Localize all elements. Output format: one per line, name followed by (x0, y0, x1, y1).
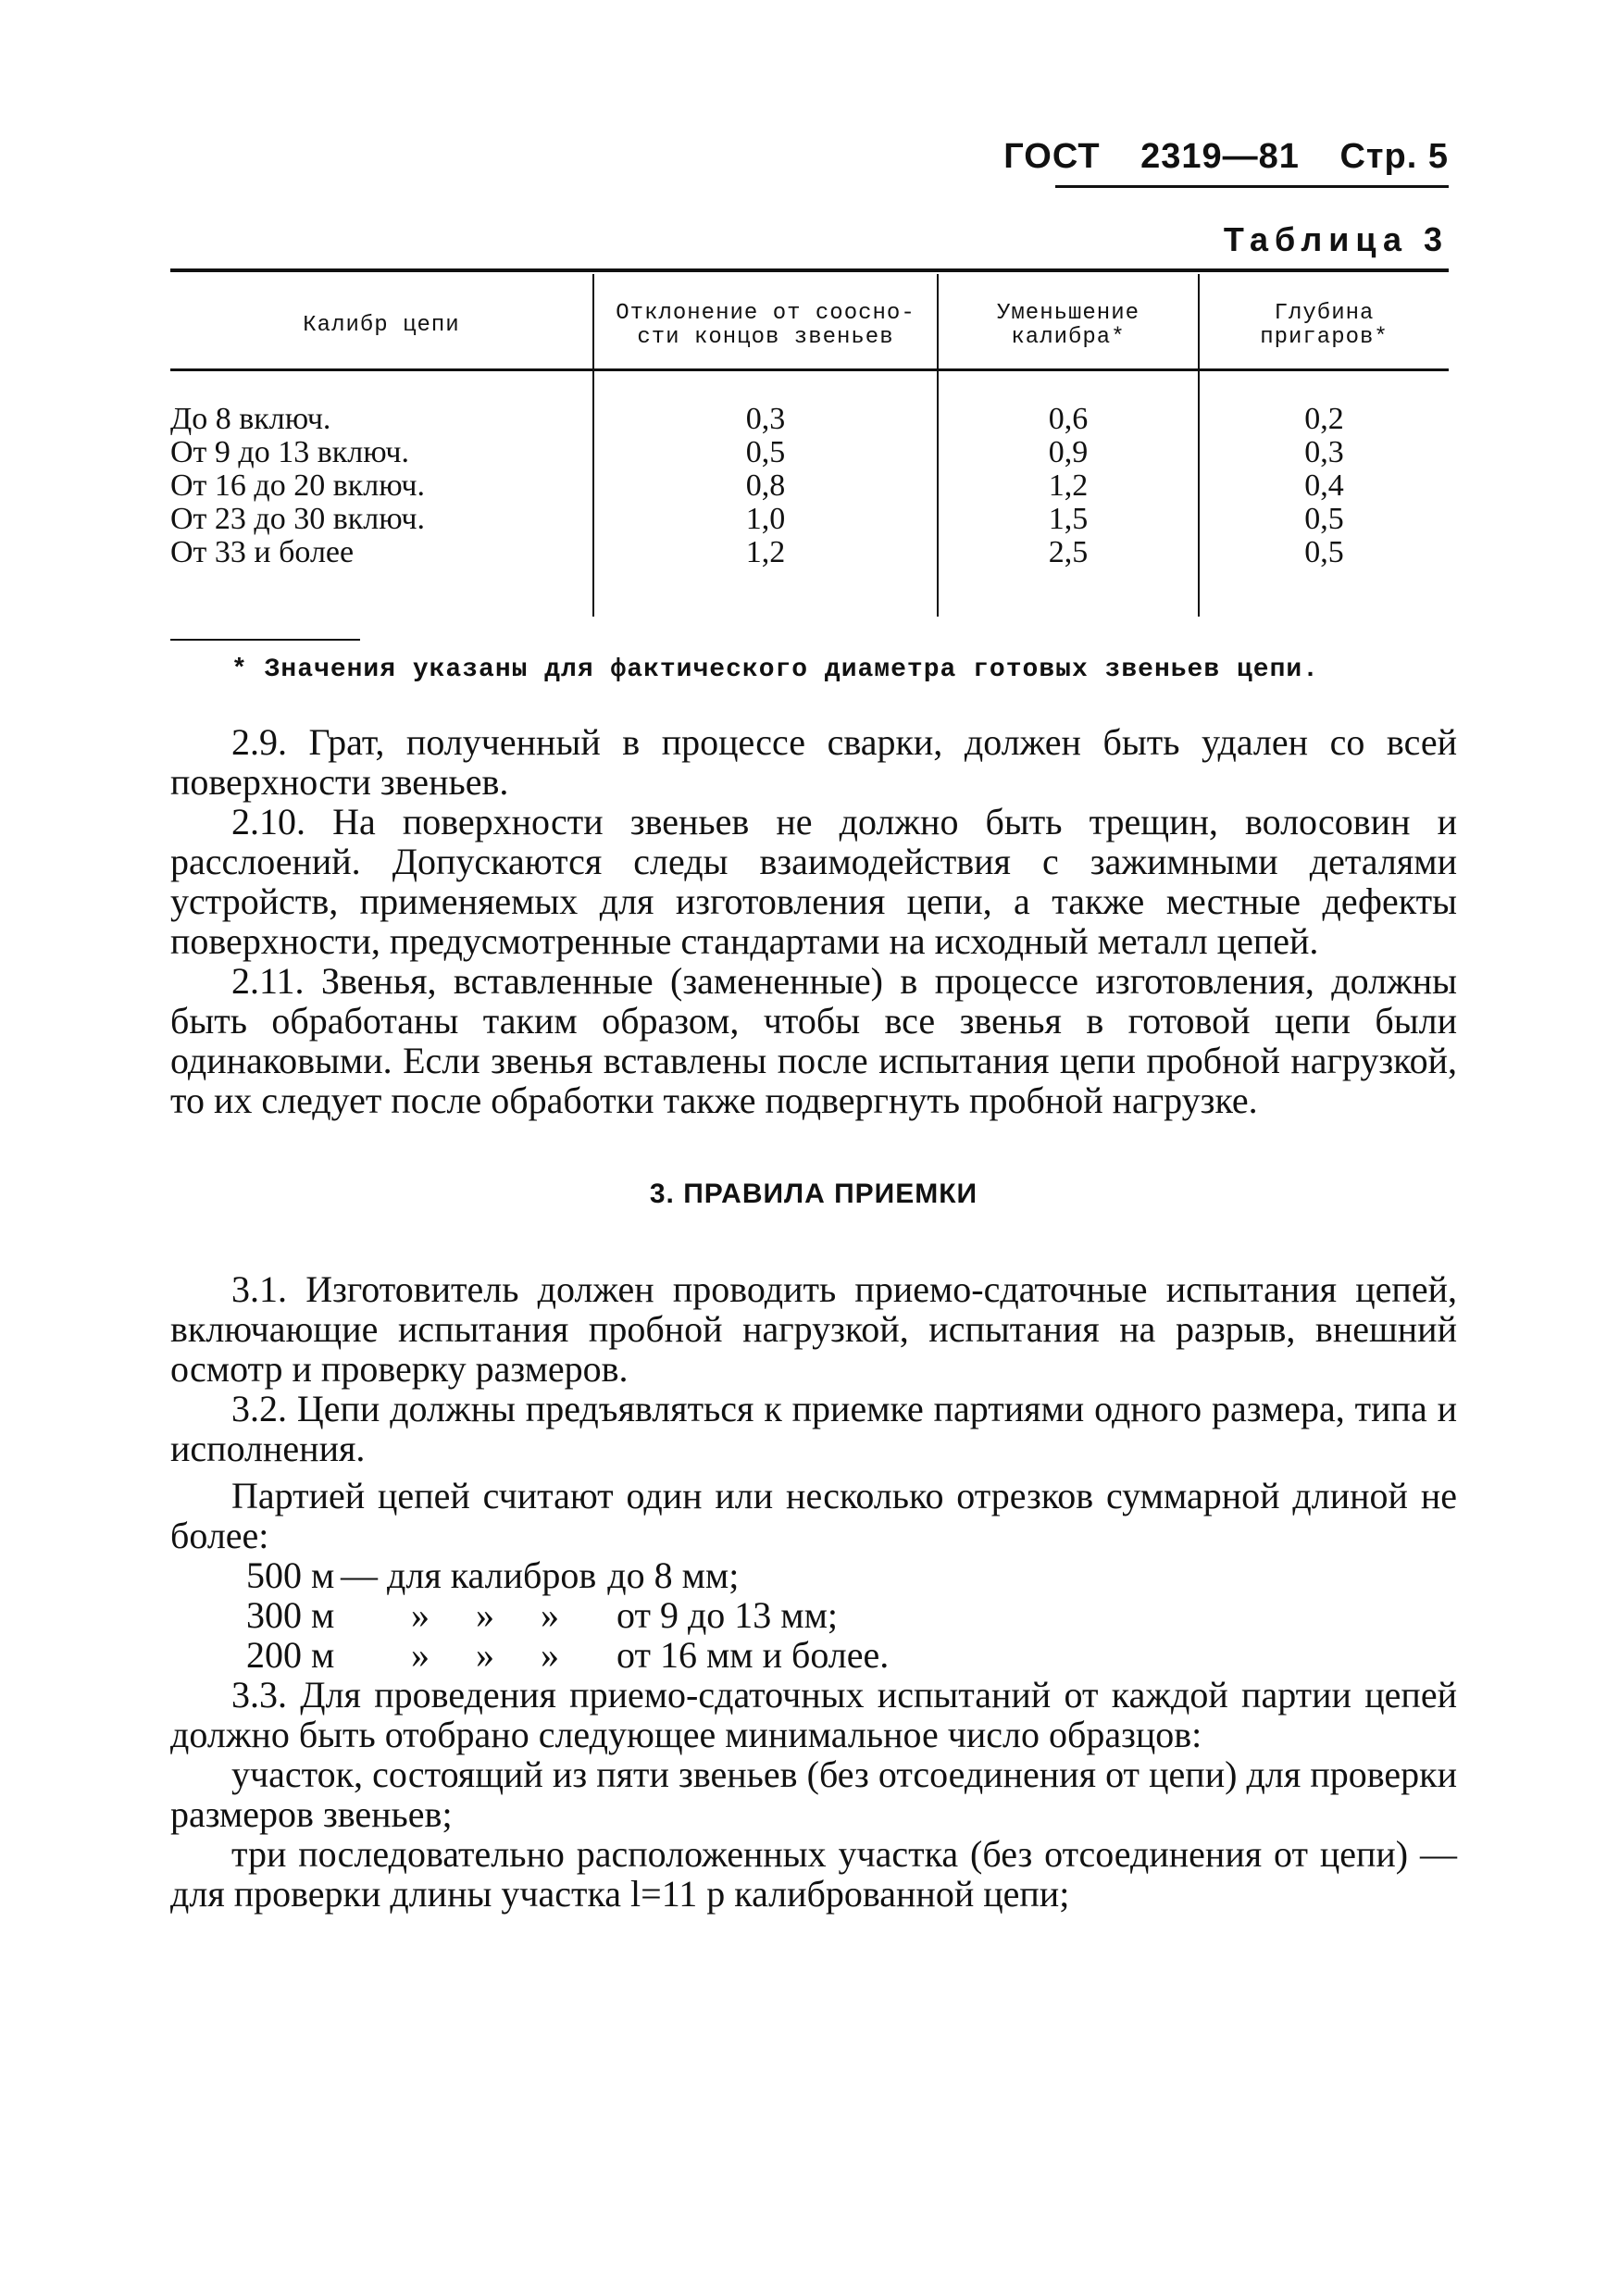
lot-row (170, 1555, 1457, 1595)
table-cell: От 16 до 20 включ. (170, 468, 425, 503)
standard-number: 2319—81 (1140, 137, 1300, 176)
ditto-mark: » (541, 1594, 559, 1636)
ditto-mark: » (476, 1594, 494, 1636)
table-cell: От 9 до 13 включ. (170, 435, 409, 469)
lot-row (170, 1595, 1457, 1635)
footnote-rule (170, 639, 360, 641)
paragraph-3-1: 3.1. Изготовитель должен проводить приемо-сдаточные испытания цепей, включающие испытания пробной нагрузкой, испытания на разрыв, внешний осмотр и проверку размеров. (170, 1268, 1457, 1390)
table-header-rule (170, 368, 1449, 371)
paragraph-2-10: 2.10. На поверхности звеньев не должно быть трещин, волосовин и расслоений. Допускаются следы взаимодействия с зажимными деталями устройств, применяемых для изготовления цепи, а также местные дефекты поверхности, предусмотренные стандартами на исходный металл цепей. (170, 801, 1457, 962)
table-cell: 0,2 (1304, 402, 1344, 436)
paragraph-2-11: 2.11. Звенья, вставленные (замененные) в процессе изготовления, должны быть обработаны таким образом, чтобы все звенья в готовой цепи были одинаковыми. Если звенья вставлены после испытания цепи пробной нагрузкой, то их следует после обработки также подвергнуть пробной нагрузке. (170, 960, 1457, 1121)
table-cell: 0,5 (1304, 502, 1344, 536)
ditto-mark: » (476, 1634, 494, 1676)
body-text (170, 722, 1457, 1914)
section-heading: 3. ПРАВИЛА ПРИЕМКИ (649, 1179, 978, 1209)
table-cell: 0,3 (745, 402, 786, 436)
table-cell: 0,6 (1048, 402, 1089, 436)
lot-range: до 8 мм; (607, 1554, 740, 1596)
table-cell: 2,5 (1048, 535, 1089, 569)
header-rule (1055, 185, 1449, 188)
table-cell: 0,4 (1304, 468, 1344, 503)
paragraph-3-3: 3.3. Для проведения приемо-сдаточных испытаний от каждой партии цепей должно быть отобрано следующее минимальное число образцов: (170, 1674, 1457, 1755)
table-cell: 0,3 (1304, 435, 1344, 469)
table-cell: 1,2 (745, 535, 786, 569)
running-head (1003, 137, 1449, 177)
table-top-rule (170, 268, 1449, 272)
column-header-caliber-reduction: Уменьшение калибра* (996, 301, 1140, 350)
paragraph-2-9: 2.9. Грат, полученный в процессе сварки, должен быть удален со всей поверхности звеньев. (170, 721, 1457, 803)
paragraph-sample-1: участок, состоящий из пяти звеньев (без отсоединения от цепи) для проверки размеров звеньев; (170, 1753, 1457, 1835)
paragraph-3-2: 3.2. Цепи должны предъявляться к приемке партиями одного размера, типа и исполнения. (170, 1388, 1457, 1469)
page-number: Стр. 5 (1339, 137, 1449, 176)
table-cell: 0,8 (745, 468, 786, 503)
column-caliber-reduction (939, 403, 1198, 569)
paragraph-lot-definition: Партией цепей считают один или несколько отрезков суммарной длиной не более: (170, 1475, 1457, 1556)
column-burn-depth (1200, 403, 1449, 569)
ditto-mark: » (541, 1634, 559, 1676)
table-cell: От 33 и более (170, 535, 355, 569)
paragraph-sample-2: три последовательно расположенных участка (без отсоединения от цепи) — для проверки длины участка l=11 p калиброванной цепи; (170, 1833, 1457, 1915)
ditto-mark: » (411, 1634, 430, 1676)
lot-range: от 16 мм и более. (616, 1634, 890, 1676)
table-cell: 1,5 (1048, 502, 1089, 536)
table-cell: 1,2 (1048, 468, 1089, 503)
lot-description: — для калибров (341, 1554, 597, 1596)
table-cell: 0,5 (1304, 535, 1344, 569)
ditto-mark: » (411, 1594, 430, 1636)
lot-range: от 9 до 13 мм; (616, 1594, 839, 1636)
table-caption: Таблица 3 (1223, 220, 1449, 258)
column-caliber (170, 403, 587, 569)
table-cell: 0,5 (745, 435, 786, 469)
lot-length: 500 м (246, 1554, 335, 1596)
column-header-alignment-deviation: Отклонение от соосно- сти концов звеньев (616, 301, 915, 350)
column-header-burn-depth: Глубина пригаров* (1260, 301, 1389, 350)
table-cell: 1,0 (745, 502, 786, 536)
table-cell: От 23 до 30 включ. (170, 502, 425, 536)
lot-length: 200 м (246, 1634, 335, 1676)
standard-label: ГОСТ (1003, 137, 1101, 176)
column-header-caliber: Калибр цепи (303, 313, 460, 338)
lot-row (170, 1635, 1457, 1675)
lot-length: 300 м (246, 1594, 335, 1636)
column-alignment-deviation (594, 403, 937, 569)
table-cell: 0,9 (1048, 435, 1089, 469)
table-cell: До 8 включ. (170, 402, 331, 436)
table-footnote: * Значения указаны для фактического диаметра готовых звеньев цепи. (231, 655, 1319, 684)
